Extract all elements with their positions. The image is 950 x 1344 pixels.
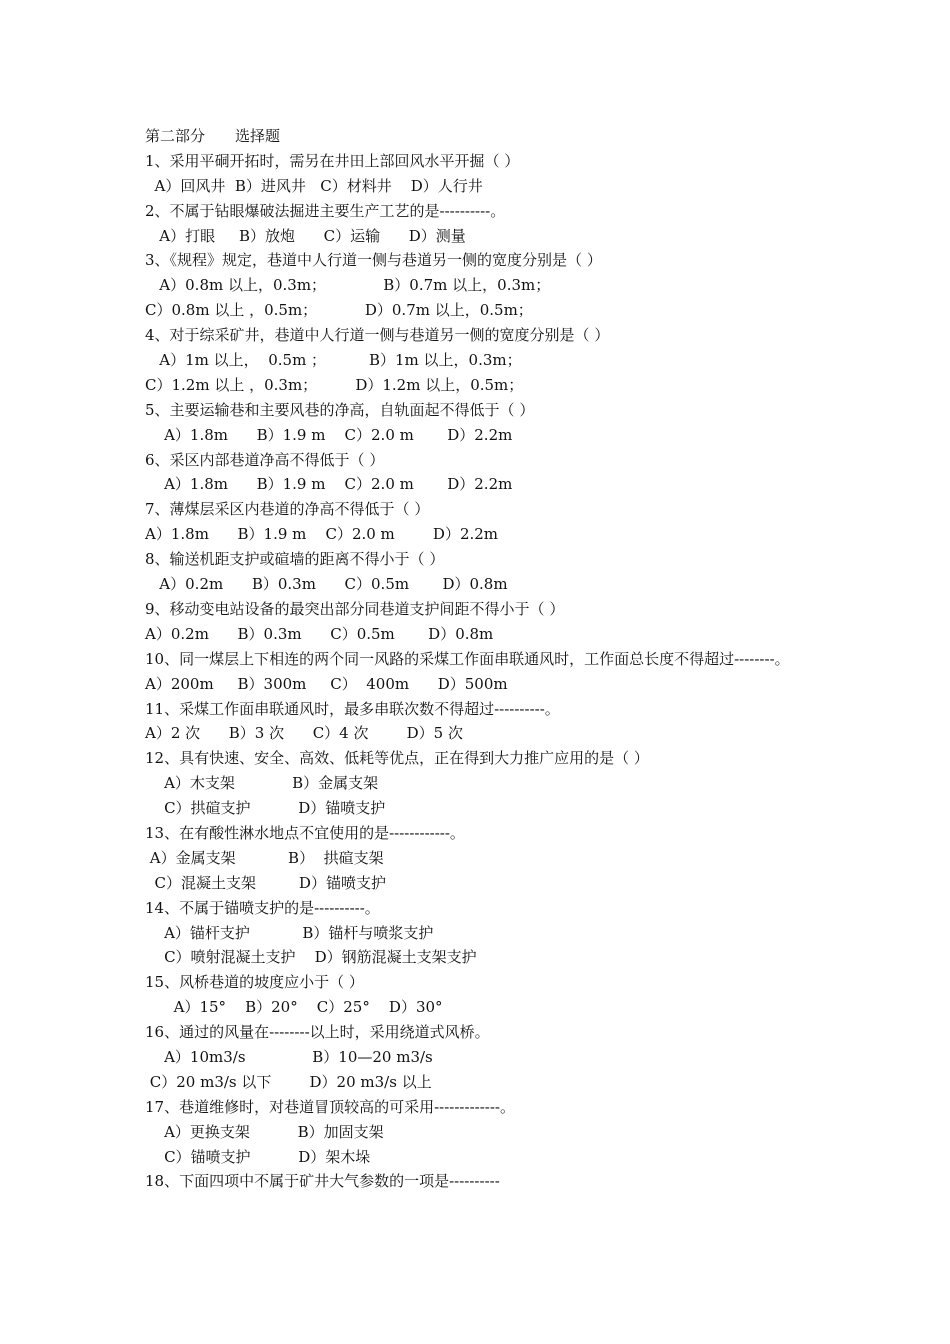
question-text: 12、具有快速、安全、高效、低耗等优点，正在得到大力推广应用的是（ ）: [145, 749, 649, 768]
answer-options: A）0.2m B）0.3m C）0.5m D）0.8m: [145, 624, 494, 643]
answer-options: A）回风井 B）进风井 C）材料井 D）人行井: [145, 176, 483, 195]
answer-options: C）锚喷支护 D）架木垛: [145, 1147, 371, 1166]
question-text: 3、《规程》规定，巷道中人行道一侧与巷道另一侧的宽度分别是（ ）: [145, 251, 602, 270]
question-block: [145, 647, 825, 697]
answer-options: A）锚杆支护 B）锚杆与喷浆支护: [145, 923, 434, 942]
answer-options: A）1m 以上， 0.5m ； B）1m 以上，0.3m；: [145, 351, 522, 370]
question-text: 2、不属于钻眼爆破法掘进主要生产工艺的是----------。: [145, 201, 506, 220]
question-block: [145, 821, 825, 896]
answer-options: A）打眼 B）放炮 C）运输 D）测量: [145, 226, 466, 245]
question-text: 13、在有酸性淋水地点不宜使用的是------------。: [145, 823, 465, 842]
answer-options: A）0.2m B）0.3m C）0.5m D）0.8m: [145, 575, 508, 594]
question-text: 16、通过的风量在--------以上时，采用绕道式风桥。: [145, 1023, 490, 1042]
question-text: 10、同一煤层上下相连的两个同一风路的采煤工作面串联通风时，工作面总长度不得超过--------。: [145, 649, 790, 668]
question-block: [145, 398, 825, 448]
question-text: 18、下面四项中不属于矿井大气参数的一项是----------: [145, 1172, 500, 1191]
question-block: [145, 1095, 825, 1170]
answer-options: C）20 m3/s 以下 D）20 m3/s 以上: [145, 1072, 432, 1091]
document-body: [145, 124, 825, 1194]
question-block: [145, 1020, 825, 1095]
answer-options: C）拱碹支护 D）锚喷支护: [145, 799, 386, 818]
answer-options: A）200m B）300m C） 400m D）500m: [145, 674, 508, 693]
answer-options: A）15° B）20° C）25° D）30°: [145, 998, 443, 1017]
answer-options: A）10m3/s B）10—20 m3/s: [145, 1047, 433, 1066]
question-block: [145, 497, 825, 547]
question-block: [145, 199, 825, 249]
question-text: 9、移动变电站设备的最突出部分同巷道支护间距不得小于（ ）: [145, 599, 565, 618]
question-block: [145, 448, 825, 498]
question-block: [145, 149, 825, 199]
answer-options: A）木支架 B）金属支架: [145, 774, 379, 793]
question-block: [145, 248, 825, 323]
question-block: [145, 323, 825, 398]
answer-options: A）1.8m B）1.9 m C）2.0 m D）2.2m: [145, 525, 499, 544]
question-block: [145, 597, 825, 647]
answer-options: A）更换支架 B）加固支架: [145, 1122, 384, 1141]
question-block: [145, 970, 825, 1020]
question-text: 4、对于综采矿井，巷道中人行道一侧与巷道另一侧的宽度分别是（ ）: [145, 326, 610, 345]
section-title: 第二部分 选择题: [145, 127, 281, 145]
question-text: 1、采用平硐开拓时，需另在井田上部回风水平开掘（ ）: [145, 151, 520, 170]
answer-options: A）0.8m 以上，0.3m； B）0.7m 以上，0.3m；: [145, 276, 551, 295]
question-text: 17、巷道维修时，对巷道冒顶较高的可采用-------------。: [145, 1097, 515, 1116]
question-block: [145, 1169, 825, 1194]
answer-options: C）喷射混凝土支护 D）钢筋混凝土支架支护: [145, 948, 477, 967]
answer-options: A）1.8m B）1.9 m C）2.0 m D）2.2m: [145, 475, 513, 494]
question-block: [145, 896, 825, 971]
answer-options: A）金属支架 B） 拱碹支架: [145, 848, 384, 867]
answer-options: A）1.8m B）1.9 m C）2.0 m D）2.2m: [145, 425, 513, 444]
answer-options: C）1.2m 以上 ，0.3m； D）1.2m 以上，0.5m；: [145, 375, 524, 394]
question-text: 14、不属于锚喷支护的是----------。: [145, 898, 380, 917]
question-text: 7、薄煤层采区内巷道的净高不得低于（ ）: [145, 500, 430, 519]
question-text: 15、风桥巷道的坡度应小于（ ）: [145, 973, 364, 992]
question-text: 6、采区内部巷道净高不得低于（ ）: [145, 450, 385, 469]
answer-options: A）2 次 B）3 次 C）4 次 D）5 次: [145, 724, 463, 743]
answer-options: C）混凝土支架 D）锚喷支护: [145, 873, 386, 892]
answer-options: C）0.8m 以上 ，0.5m； D）0.7m 以上，0.5m；: [145, 301, 533, 320]
question-block: [145, 746, 825, 821]
question-block: [145, 697, 825, 747]
question-text: 11、采煤工作面串联通风时，最多串联次数不得超过----------。: [145, 699, 560, 718]
question-text: 8、输送机距支护或碹墙的距离不得小于（ ）: [145, 550, 445, 569]
question-block: [145, 547, 825, 597]
question-text: 5、主要运输巷和主要风巷的净高，自轨面起不得低于（ ）: [145, 400, 535, 419]
